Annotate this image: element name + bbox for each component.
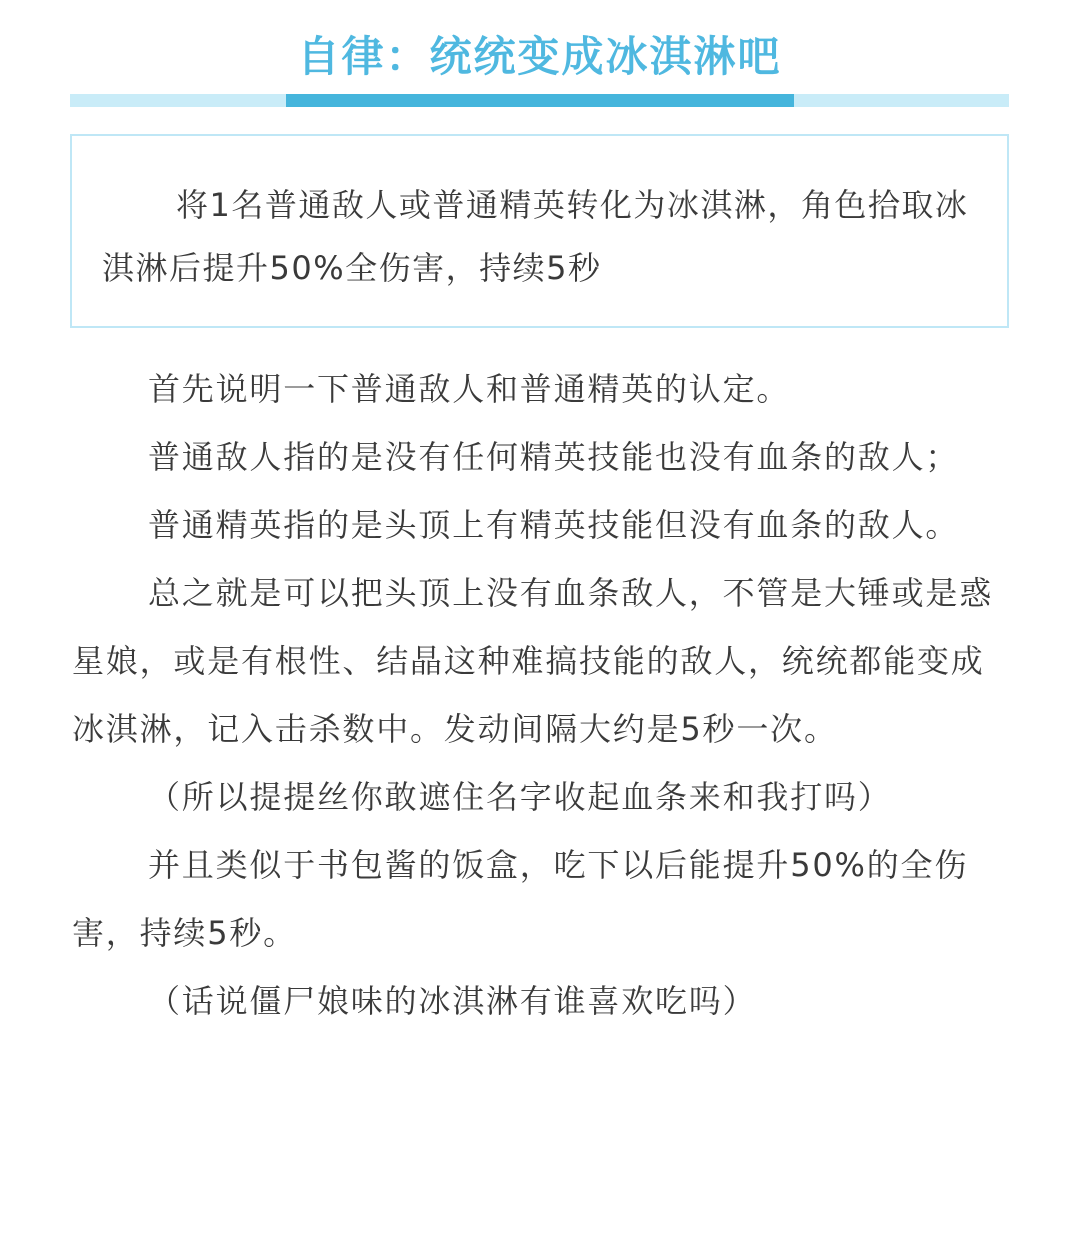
- skill-description-text: 将1名普通敌人或普通精英转化为冰淇淋，角色拾取冰淇淋后提升50%全伤害，持续5秒: [102, 186, 969, 287]
- paragraph: 普通敌人指的是没有任何精英技能也没有血条的敌人；: [148, 438, 960, 476]
- paragraph: （话说僵尸娘味的冰淇淋有谁喜欢吃吗）: [148, 982, 757, 1020]
- paragraph: （所以提提丝你敢遮住名字收起血条来和我打吗）: [148, 778, 892, 816]
- paragraph: 普通精英指的是头顶上有精英技能但没有血条的敌人。: [148, 506, 960, 544]
- paragraph: 并且类似于书包酱的饭盒，吃下以后能提升50%的全伤害，持续5秒。: [72, 846, 969, 952]
- paragraph: 总之就是可以把头顶上没有血条敌人，不管是大锤或是惑星娘，或是有根性、结晶这种难搞技能的敌人，统统都能变成冰淇淋，记入击杀数中。发动间隔大约是5秒一次。: [72, 574, 994, 748]
- title-underline-accent: [286, 94, 794, 107]
- article-body: [72, 355, 1012, 1035]
- paragraph: 首先说明一下普通敌人和普通精英的认定。: [148, 370, 791, 408]
- section-title: 自律：统统变成冰淇淋吧: [297, 32, 782, 81]
- skill-description-box: [70, 134, 1009, 328]
